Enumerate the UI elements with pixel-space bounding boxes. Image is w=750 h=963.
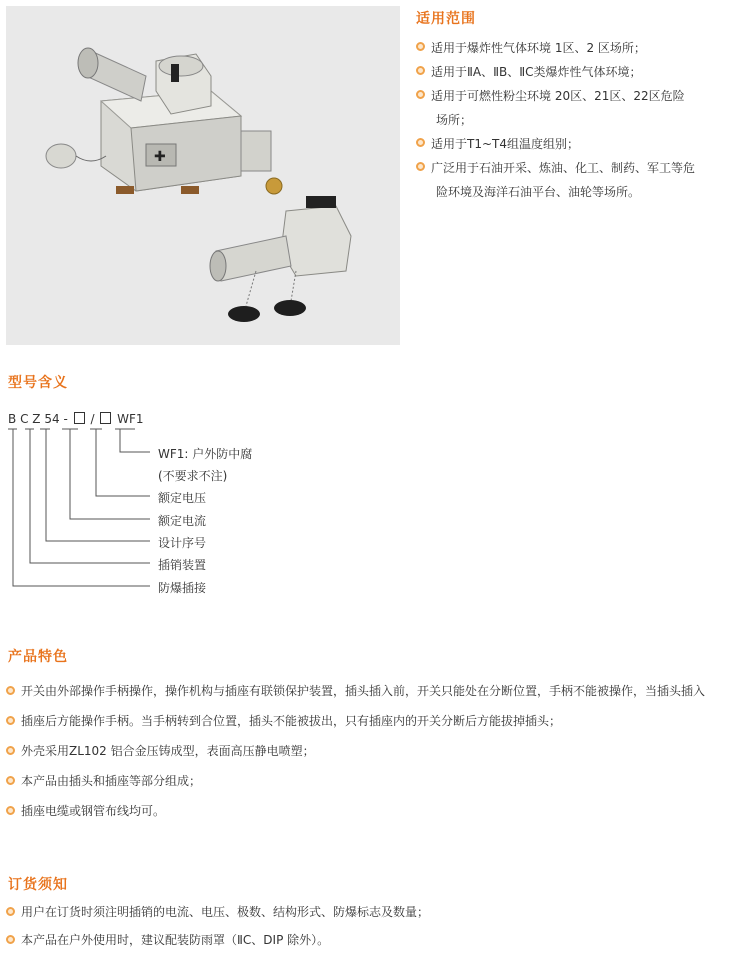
code-part-c: C [20, 412, 29, 426]
list-item [6, 898, 748, 926]
model-title: 型号含义 [8, 375, 68, 391]
code-part-54: 54 [44, 412, 60, 426]
scope-item-text: 适用于爆炸性气体环境 1区、2 区场所； [431, 41, 646, 55]
order-list [6, 898, 748, 954]
scope-item-text: 适用于可燃性粉尘环境 20区、21区、22区危险 [431, 89, 685, 103]
model-label-note: (不要求不注) [158, 469, 228, 483]
scope-item-text: 适用于ⅡA、ⅡB、ⅡC类爆炸性气体环境； [431, 65, 642, 79]
feature-item-text: 外壳采用ZL102 铝合金压铸成型，表面高压静电喷塑； [21, 744, 315, 758]
svg-text:✚: ✚ [154, 149, 166, 165]
code-part-b: B [8, 412, 17, 426]
bullet-icon [6, 746, 15, 755]
list-item [6, 766, 748, 796]
code-part-slash: / [90, 412, 95, 426]
order-title: 订货须知 [8, 877, 68, 893]
list-item [6, 796, 748, 826]
scope-item-continuation: 险环境及海洋石油平台、油轮等场所。 [436, 185, 641, 199]
bullet-icon [6, 935, 15, 944]
scope-item-continuation: 场所； [436, 113, 473, 127]
code-part-wf1: WF1 [117, 412, 144, 426]
list-item [6, 706, 748, 736]
bullet-icon [6, 806, 15, 815]
order-item-text: 用户在订货时须注明插销的电流、电压、极数、结构形式、防爆标志及数量； [21, 905, 430, 919]
model-label-current: 额定电流 [158, 514, 207, 528]
model-label-plug: 插销装置 [158, 558, 207, 572]
bullet-icon [6, 776, 15, 785]
code-part-z: Z [32, 412, 41, 426]
order-item-text: 本产品在户外使用时，建议配装防雨罩（ⅡC、DIP 除外）。 [21, 933, 330, 947]
model-label-voltage: 额定电压 [158, 491, 207, 505]
feature-item-text: 开关由外部操作手柄操作，操作机构与插座有联锁保护装置，插头插入前，开关只能处在分断位置，手柄不能被操作，当插头插入 [21, 684, 706, 698]
features-list [6, 676, 748, 826]
code-part-dash: - [63, 412, 68, 426]
list-item [6, 736, 748, 766]
list-item [6, 926, 748, 954]
bullet-icon [6, 907, 15, 916]
feature-item-text: 插座电缆或钢管布线均可。 [21, 804, 166, 818]
feature-item-text: 本产品由插头和插座等部分组成； [21, 774, 202, 788]
model-label-wf1: WF1: 户外防中腐 [158, 447, 253, 461]
bullet-icon [6, 686, 15, 695]
scope-item-text: 广泛用于石油开采、炼油、化工、制药、军工等危 [431, 161, 696, 175]
model-label-design: 设计序号 [158, 536, 207, 550]
scope-item-text: 适用于T1~T4组温度组别； [431, 137, 579, 151]
list-item [6, 676, 748, 706]
model-label-explosion: 防爆插接 [158, 581, 207, 595]
scope-title: 适用范围 [416, 11, 476, 27]
feature-item-text: 插座后方能操作手柄。当手柄转到合位置，插头不能被拔出，只有插座内的开关分断后方能拔掉插头； [21, 714, 562, 728]
bullet-icon [6, 716, 15, 725]
features-title: 产品特色 [8, 649, 68, 665]
